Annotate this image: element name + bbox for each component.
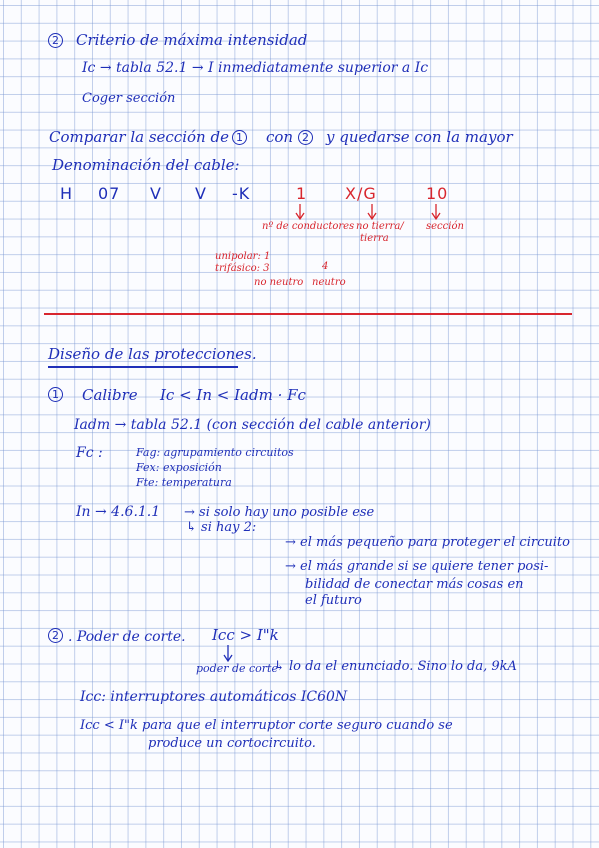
in-option-two: ↳ si hay 2:: [186, 520, 257, 535]
coger-seccion-text: Coger sección: [82, 91, 176, 106]
protecciones-heading: Diseño de las protecciones.: [48, 345, 257, 363]
cable-code-v1: V: [150, 184, 162, 203]
label-seccion: sección: [426, 221, 464, 232]
final-line-2: produce un cortocircuito.: [148, 736, 316, 751]
cable-code-k: -K: [232, 184, 251, 203]
label-num-conductores: nº de conductores: [262, 221, 355, 232]
calibre-number-1: 1: [48, 387, 63, 402]
in-label: In → 4.6.1.1: [76, 504, 161, 520]
cable-code-v2: V: [195, 184, 207, 203]
in-option-smaller: → el más pequeño para proteger el circuito: [285, 535, 570, 550]
iadm-line: Iadm → tabla 52.1 (con sección del cable anterior): [74, 417, 431, 433]
section-number-2: 2: [48, 33, 63, 48]
poder-corte-enunciado: ↳ lo da el enunciado. Sino lo da, 9kA: [274, 659, 517, 674]
in-option-single: → si solo hay uno posible ese: [184, 505, 375, 520]
poder-corte-sub: poder de corte: [196, 662, 278, 675]
poder-corte-number-2: 2: [48, 628, 63, 643]
poder-corte-formula: Icc > I"k: [212, 626, 279, 644]
poder-corte-label: . Poder de corte.: [68, 629, 186, 645]
protecciones-underline: [48, 366, 238, 368]
comparar-text-2: con: [266, 128, 294, 146]
fases-unipolar: unipolar: 1: [215, 251, 271, 262]
calibre-label: Calibre: [82, 386, 138, 404]
calibre-formula: Ic < In < Iadm · Fc: [160, 386, 306, 404]
fases-four: 4: [322, 261, 329, 272]
final-line-1: Icc < I"k para que el interruptor corte seguro cuando se: [80, 718, 453, 733]
in-option-larger-1: → el más grande si se quiere tener posi-: [285, 559, 549, 574]
fc-exposicion: Fex: exposición: [136, 461, 222, 474]
cable-code-h: H: [60, 184, 74, 203]
cable-code-seccion: 10: [426, 184, 449, 203]
label-tierra-2: tierra: [360, 233, 389, 244]
fc-agrupamiento: Fag: agrupamiento circuitos: [136, 446, 294, 459]
cable-code-conductores: 1: [296, 184, 308, 203]
fases-no-neutro: no neutro: [254, 277, 304, 288]
section-divider: [44, 313, 572, 315]
fases-trifasico: trifásico: 3: [215, 263, 270, 274]
compare-number-1: 1: [232, 130, 247, 145]
ic-table-line: Ic → tabla 52.1 → I inmediatamente superior a Ic: [82, 60, 429, 76]
label-tierra-1: no tierra/: [356, 221, 404, 232]
in-option-larger-2: bilidad de conectar más cosas en: [305, 577, 524, 592]
fc-temperatura: Fte: temperatura: [136, 476, 232, 489]
in-option-larger-3: el futuro: [305, 593, 362, 608]
comparar-text-1: Comparar la sección de: [49, 128, 229, 146]
cable-code-tierra: X/G: [345, 184, 377, 203]
cable-code-07: 07: [98, 184, 121, 203]
comparar-text-3: y quedarse con la mayor: [326, 128, 513, 146]
fc-label: Fc :: [76, 445, 103, 461]
compare-number-2: 2: [298, 130, 313, 145]
denominacion-heading: Denominación del cable:: [52, 156, 240, 174]
section-heading-max-intensity: Criterio de máxima intensidad: [76, 31, 308, 49]
icc-interruptores: Icc: interruptores automáticos IC60N: [80, 689, 348, 705]
fases-neutro: neutro: [312, 277, 346, 288]
